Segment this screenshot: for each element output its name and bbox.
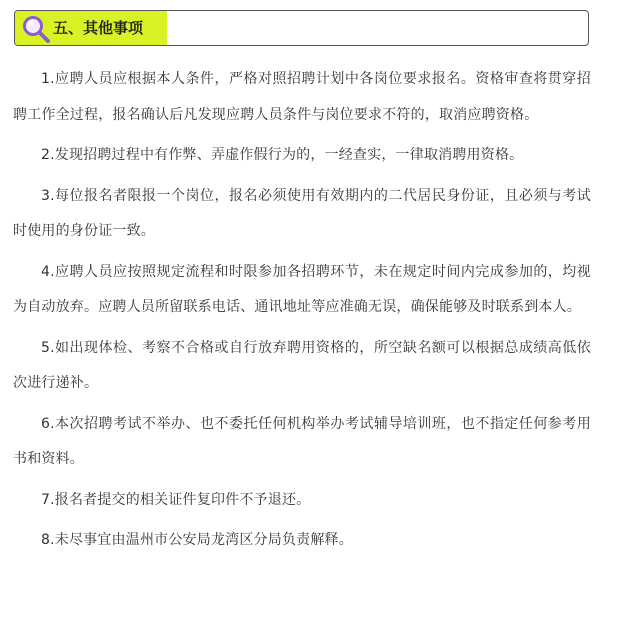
paragraph-1: 1.应聘人员应根据本人条件，严格对照招聘计划中各岗位要求报名。资格审查将贯穿招聘工作全过程，报名确认后凡发现应聘人员条件与岗位要求不符的，取消应聘资格。 <box>13 71 591 123</box>
paragraph-7: 7.报名者提交的相关证件复印件不予退还。 <box>41 491 311 508</box>
paragraph-5: 5.如出现体检、考察不合格或自行放弃聘用资格的，所空缺名额可以根据总成绩高低依次进行递补。 <box>13 339 591 391</box>
section-header <box>14 10 589 46</box>
paragraph-8: 8.未尽事宜由温州市公安局龙湾区分局负责解释。 <box>41 532 353 548</box>
section-content <box>13 62 591 564</box>
paragraph-6: 6.本次招聘考试不举办、也不委托任何机构举办考试辅导培训班，也不指定任何参考用书和资料。 <box>13 415 591 467</box>
section-title-tab <box>15 11 167 45</box>
section-title: 五、其他事项 <box>53 19 144 37</box>
paragraph-4: 4.应聘人员应按照规定流程和时限参加各招聘环节，未在规定时间内完成参加的，均视为自动放弃。应聘人员所留联系电话、通讯地址等应准确无误，确保能够及时联系到本人。 <box>13 263 591 315</box>
paragraph-2: 2.发现招聘过程中有作弊、弄虚作假行为的，一经查实，一律取消聘用资格。 <box>41 147 524 163</box>
paragraph-3: 3.每位报名者限报一个岗位，报名必须使用有效期内的二代居民身份证，且必须与考试时使用的身份证一致。 <box>13 187 591 239</box>
magnifier-icon <box>21 14 51 44</box>
